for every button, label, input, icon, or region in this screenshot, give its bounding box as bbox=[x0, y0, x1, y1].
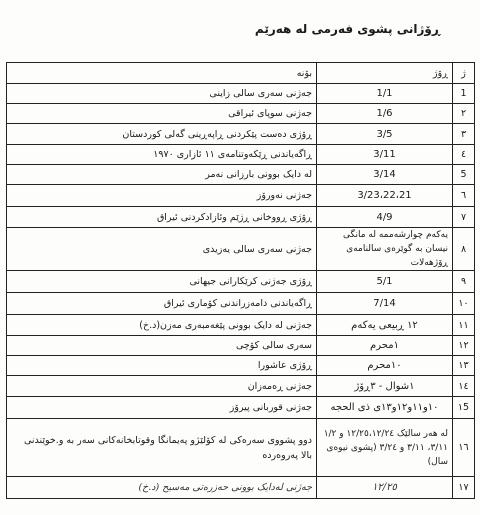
row-date: ١٢ ڕبیعی یەکەم bbox=[317, 315, 453, 336]
row-date: ١٠و١١و١٢و١٣ی ذی الحجه bbox=[317, 397, 453, 419]
row-event: ڕۆژی دەست پێکردنی ڕاپەڕینی گەلی کوردستان bbox=[7, 124, 317, 145]
row-date: لە هەر سالێک ١٢/٢٥،١٢/٢٤ و ١/٢ ٣/١١، ٣/١١ و ٣/٢٤ (پشوی نیوەی سال) bbox=[317, 419, 453, 477]
row-event: سەری سالی کۆچی bbox=[7, 336, 317, 356]
table-row bbox=[7, 165, 475, 185]
row-date: 1/6 bbox=[317, 104, 453, 124]
row-number: ١٤ bbox=[453, 376, 475, 397]
row-number: ٤ bbox=[453, 145, 475, 165]
row-number: ٢ bbox=[453, 104, 475, 124]
row-number: ١5 bbox=[453, 397, 475, 419]
row-number: ١٠ bbox=[453, 293, 475, 315]
table-row bbox=[7, 84, 475, 104]
row-number: ١٢ bbox=[453, 336, 475, 356]
row-number: ٦ bbox=[453, 185, 475, 207]
row-date: ١٠محرم bbox=[317, 356, 453, 376]
row-number: ٨ bbox=[453, 228, 475, 271]
row-number: ١٣ bbox=[453, 356, 475, 376]
row-date: 3/11 bbox=[317, 145, 453, 165]
row-number: ٩ bbox=[453, 271, 475, 293]
table-header-row bbox=[7, 63, 475, 84]
row-date: 3/5 bbox=[317, 124, 453, 145]
row-event: ڕۆژی جەژنی کرێکارانی جیهانی bbox=[7, 271, 317, 293]
row-date: 3/23،22،21 bbox=[317, 185, 453, 207]
row-date: 7/14 bbox=[317, 293, 453, 315]
table-row bbox=[7, 477, 475, 499]
row-event: جەژنی لە دایک بوونی پێغەمبەری مەزن(د.خ) bbox=[7, 315, 317, 336]
row-number: ٣ bbox=[453, 124, 475, 145]
row-number: ١٦ bbox=[453, 419, 475, 477]
row-event: لە دایک بوونی بارزانی نەمر bbox=[7, 165, 317, 185]
table-row bbox=[7, 293, 475, 315]
row-date: ١شوال - ٣ڕۆژ bbox=[317, 376, 453, 397]
table-body bbox=[7, 84, 475, 499]
table-row bbox=[7, 145, 475, 165]
table-row bbox=[7, 271, 475, 293]
row-event: دوو پشووی سەرەکی لە کۆلێژو پەیمانگا وقوتابخانەکانی سەر بە و.خوێندنی بالا پەروەردە bbox=[7, 419, 317, 477]
row-date: 3/14 bbox=[317, 165, 453, 185]
header-number: ژ bbox=[453, 63, 475, 84]
row-event: جەژنی سەری سالی زاینی bbox=[7, 84, 317, 104]
table-row bbox=[7, 185, 475, 207]
table-row bbox=[7, 207, 475, 228]
table-row bbox=[7, 104, 475, 124]
row-event: جەژنی لەدایک بوونی حەزرەتی مەسیح (د.خ) bbox=[7, 477, 317, 499]
row-event: جەژنی ڕەمەزان bbox=[7, 376, 317, 397]
row-event: جەژنی سوپای ئیراقی bbox=[7, 104, 317, 124]
row-date: 5/1 bbox=[317, 271, 453, 293]
row-event: جەژنی قوربانی پیرۆز bbox=[7, 397, 317, 419]
table-row bbox=[7, 397, 475, 419]
row-number: ١١ bbox=[453, 315, 475, 336]
row-event: ڕاگەیاندنی دامەزراندنی کۆماری ئیراق bbox=[7, 293, 317, 315]
row-date: ١محرم bbox=[317, 336, 453, 356]
row-event: ڕۆژی ڕووخانی ڕژێم وئازادکردنی ئیراق bbox=[7, 207, 317, 228]
row-date: 1/1 bbox=[317, 84, 453, 104]
row-event: جەژنی نەورۆز bbox=[7, 185, 317, 207]
table-row bbox=[7, 419, 475, 477]
row-date: ١٢/٢٥ bbox=[317, 477, 453, 499]
row-date: 4/9 bbox=[317, 207, 453, 228]
table-row bbox=[7, 315, 475, 336]
row-number: ١٧ bbox=[453, 477, 475, 499]
table-row bbox=[7, 356, 475, 376]
row-event: ڕۆژی عاشورا bbox=[7, 356, 317, 376]
row-number: ٧ bbox=[453, 207, 475, 228]
table-row bbox=[7, 228, 475, 271]
table-row bbox=[7, 336, 475, 356]
row-event: ڕاگەیاندنی ڕێکەوتنامەی ١١ ئازاری ١٩٧٠ bbox=[7, 145, 317, 165]
page-title: ڕۆژانی پشوی فەرمی لە هەرێم bbox=[254, 22, 440, 36]
header-event: بۆنە bbox=[7, 63, 317, 84]
header-date: ڕۆژ bbox=[317, 63, 453, 84]
row-number: 1 bbox=[453, 84, 475, 104]
table-row bbox=[7, 376, 475, 397]
holidays-table bbox=[6, 62, 475, 499]
row-number: 5 bbox=[453, 165, 475, 185]
table-row bbox=[7, 124, 475, 145]
row-event: جەژنی سەری سالی یەزیدی bbox=[7, 228, 317, 271]
row-date: یەکەم چوارشەممە لە مانگی نیسان بە گوێرەی سالنامەی ڕۆژهەلات bbox=[317, 228, 453, 271]
